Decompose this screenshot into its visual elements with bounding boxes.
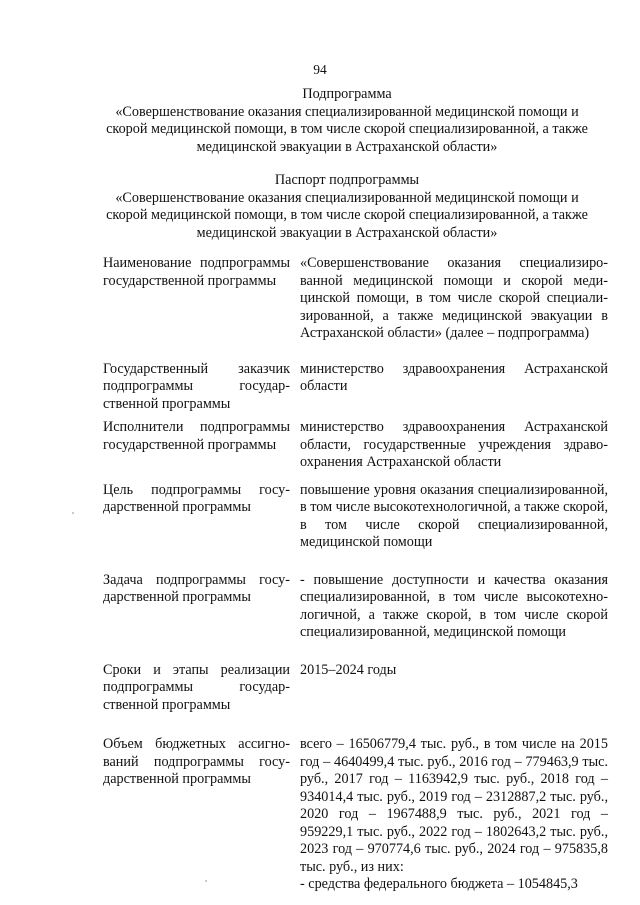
passport-value: - повышение доступности и качества оказания специализированной, в том числе высокотехнологичной, а также скорой, в том числе скорой специализированной, медицинской помощи: [300, 571, 608, 640]
passport-row-budget: [103, 736, 608, 894]
passport-heading-line: Паспорт подпрограммы: [274, 172, 420, 188]
passport-value: 2015–2024 годы: [300, 661, 397, 678]
passport-row-terms: [103, 662, 608, 715]
passport-value-group: [300, 736, 608, 894]
subprogram-heading-line: медицинской эвакуации в Астраханской области»: [196, 138, 498, 155]
passport-heading: [92, 172, 602, 242]
passport-row-name: [103, 255, 608, 343]
subprogram-heading-line: скорой медицинской помощи, в том числе скорой специализированной, а также: [106, 121, 588, 137]
subprogram-heading-line: Подпрограмма: [302, 86, 392, 102]
passport-value: министерство здравоохранения Астраханской области, государственные учреждения здравоохранения Астраханской области: [300, 419, 608, 470]
subprogram-heading: [92, 86, 602, 156]
passport-value: министерство здравоохранения Астраханской области: [300, 360, 608, 394]
passport-heading-line: скорой медицинской помощи, в том числе скорой специализированной, а также: [106, 207, 588, 223]
passport-row-goal: [103, 482, 608, 552]
passport-heading-line: «Совершенствование оказания специализированной медицинской помощи и: [115, 189, 579, 206]
passport-table: [103, 255, 608, 894]
passport-row-customer: [103, 361, 608, 414]
passport-value-continued: - средства федерального бюджета – 1054845,3: [300, 876, 578, 892]
passport-label: Цель подпрограммы государственной программы: [103, 481, 290, 515]
passport-row-task: [103, 572, 608, 642]
subprogram-heading-line: «Совершенствование оказания специализированной медицинской помощи и: [115, 103, 579, 120]
passport-value: всего – 16506779,4 тыс. руб., в том числе на 2015 год – 4640499,4 тыс. руб., 2016 год – 779463,9 тыс. руб., 2017 год – 1163942,9 тыс. руб., 2018 год – 934014,4 тыс. руб., 2019 год – 2312887,2 тыс. руб., 2020 год – 1967488,9 тыс. руб., 2021 год – 959229,1 тыс. руб., 2022 год – 1802643,2 тыс. руб., 2023 год – 970774,6 тыс. руб., 2024 год – 975835,8 тыс. руб., из них:: [300, 736, 608, 875]
passport-heading-line: медицинской эвакуации в Астраханской области»: [196, 224, 498, 241]
scan-speck: [205, 880, 207, 882]
passport-value: «Совершенствование оказания специализированной медицинской помощи и скорой медицинской помощи, в том числе скорой специализированной, а также медицинской эвакуации в Астраханской области» (далее – подпрограмма): [300, 255, 608, 341]
passport-label: Исполнители подпрограммы государственной программы: [103, 419, 290, 453]
passport-label: Государственный заказчик подпрограммы государственной программы: [103, 360, 290, 412]
page-number: 94: [313, 62, 327, 77]
scan-speck: [72, 512, 74, 514]
passport-label: Задача подпрограммы государственной программы: [103, 571, 290, 605]
passport-value: повышение уровня оказания специализированной, в том числе высокотехнологичной, а также скорой, в том числе скорой специализированной, медицинской помощи: [300, 481, 609, 550]
passport-label: Сроки и этапы реализации подпрограммы государственной программы: [103, 661, 290, 713]
passport-label: Объем бюджетных ассигнований подпрограммы государственной программы: [103, 736, 290, 787]
passport-label: Наименование подпрограммы государственной программы: [103, 255, 290, 289]
passport-row-executors: [103, 419, 608, 472]
